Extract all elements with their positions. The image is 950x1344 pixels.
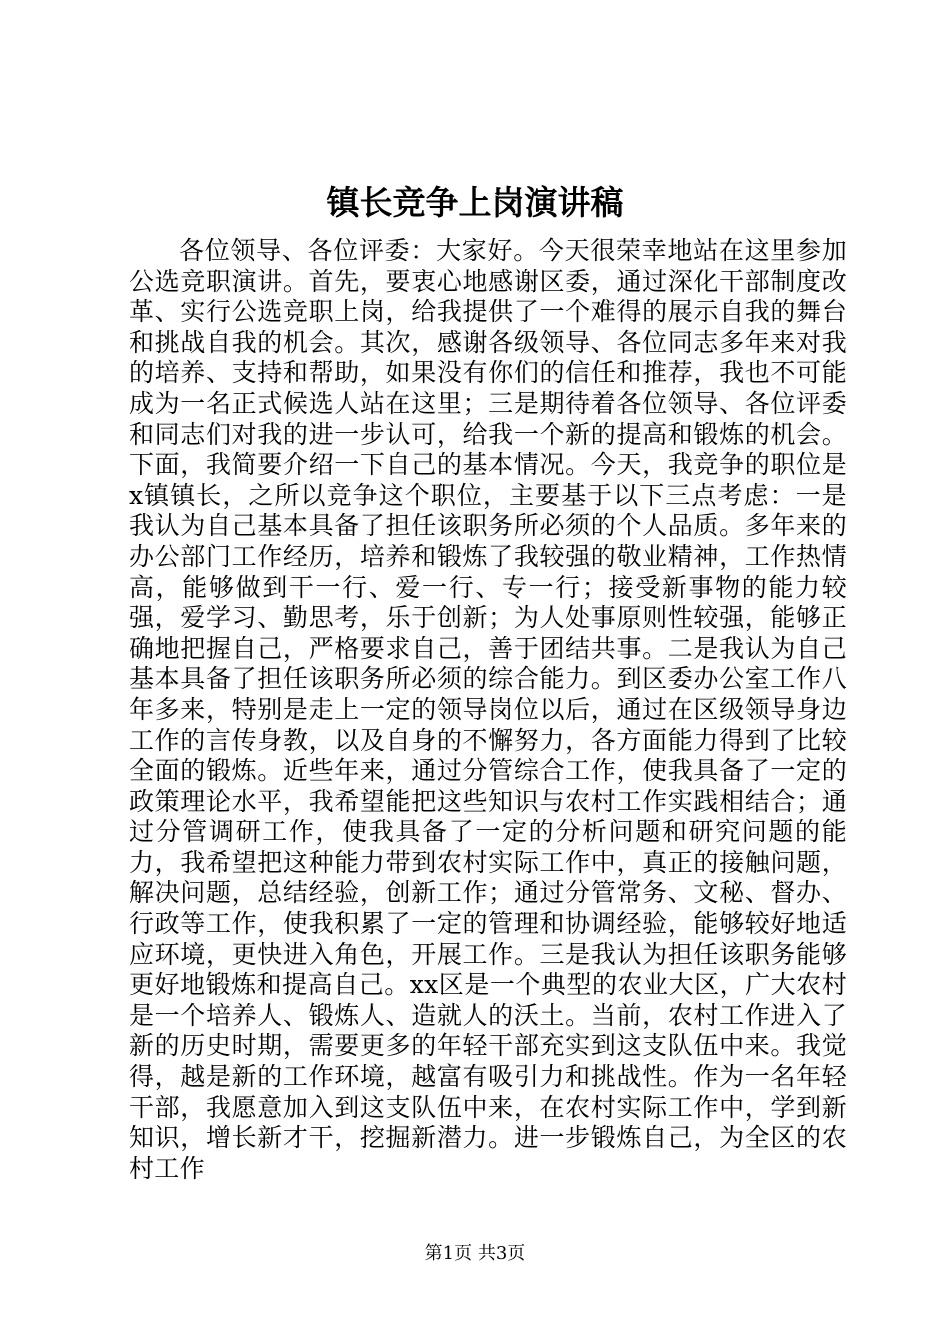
page-number-footer: 第1页 共3页: [424, 1243, 526, 1264]
speech-paragraph: 各位领导、各位评委：大家好。今天很荣幸地站在这里参加公选竞职演讲。首先，要衷心地感谢区委，通过深化干部制度改革、实行公选竞职上岗，给我提供了一个难得的展示自我的舞台和挑战自我的机会。其次，感谢各级领导、各位同志多年来对我的培养、支持和帮助，如果没有你们的信任和推荐，我也不可能成为一名正式候选人站在这里；三是期待着各位领导、各位评委和同志们对我的进一步认可，给我一个新的提高和锻炼的机会。下面，我简要介绍一下自己的基本情况。今天，我竞争的职位是x镇镇长，之所以竞争这个职位，主要基于以下三点考虑：一是我认为自己基本具备了担任该职务所必须的个人品质。多年来的办公部门工作经历，培养和锻炼了我较强的敬业精神，工作热情高，能够做到干一行、爱一行、专一行；接受新事物的能力较强，爱学习、勤思考，乐于创新；为人处事原则性较强，能够正确地把握自己，严格要求自己，善于团结共事。二是我认为自己基本具备了担任该职务所必须的综合能力。到区委办公室工作八年多来，特别是走上一定的领导岗位以后，通过在区级领导身边工作的言传身教，以及自身的不懈努力，各方面能力得到了比较全面的锻炼。近些年来，通过分管综合工作，使我具备了一定的政策理论水平，我希望能把这些知识与农村工作实践相结合；通过分管调研工作，使我具备了一定的分析问题和研究问题的能力，我希望把这种能力带到农村实际工作中，真正的接触问题，解决问题，总结经验，创新工作；通过分管常务、文秘、督办、行政等工作，使我积累了一定的管理和协调经验，能够较好地适应环境，更快进入角色，开展工作。三是我认为担任该职务能够更好地锻炼和提高自己。xx区是一个典型的农业大区，广大农村是一个培养人、锻炼人、造就人的沃土。当前，农村工作进入了新的历史时期，需要更多的年轻干部充实到这支队伍中来。我觉得，越是新的工作环境，越富有吸引力和挑战性。作为一名年轻干部，我愿意加入到这支队伍中来，在农村实际工作中，学到新知识，增长新才干，挖掘新潜力。进一步锻炼自己，为全区的农村工作: [129, 236, 847, 1183]
page-title: 镇长竞争上岗演讲稿: [326, 183, 624, 222]
